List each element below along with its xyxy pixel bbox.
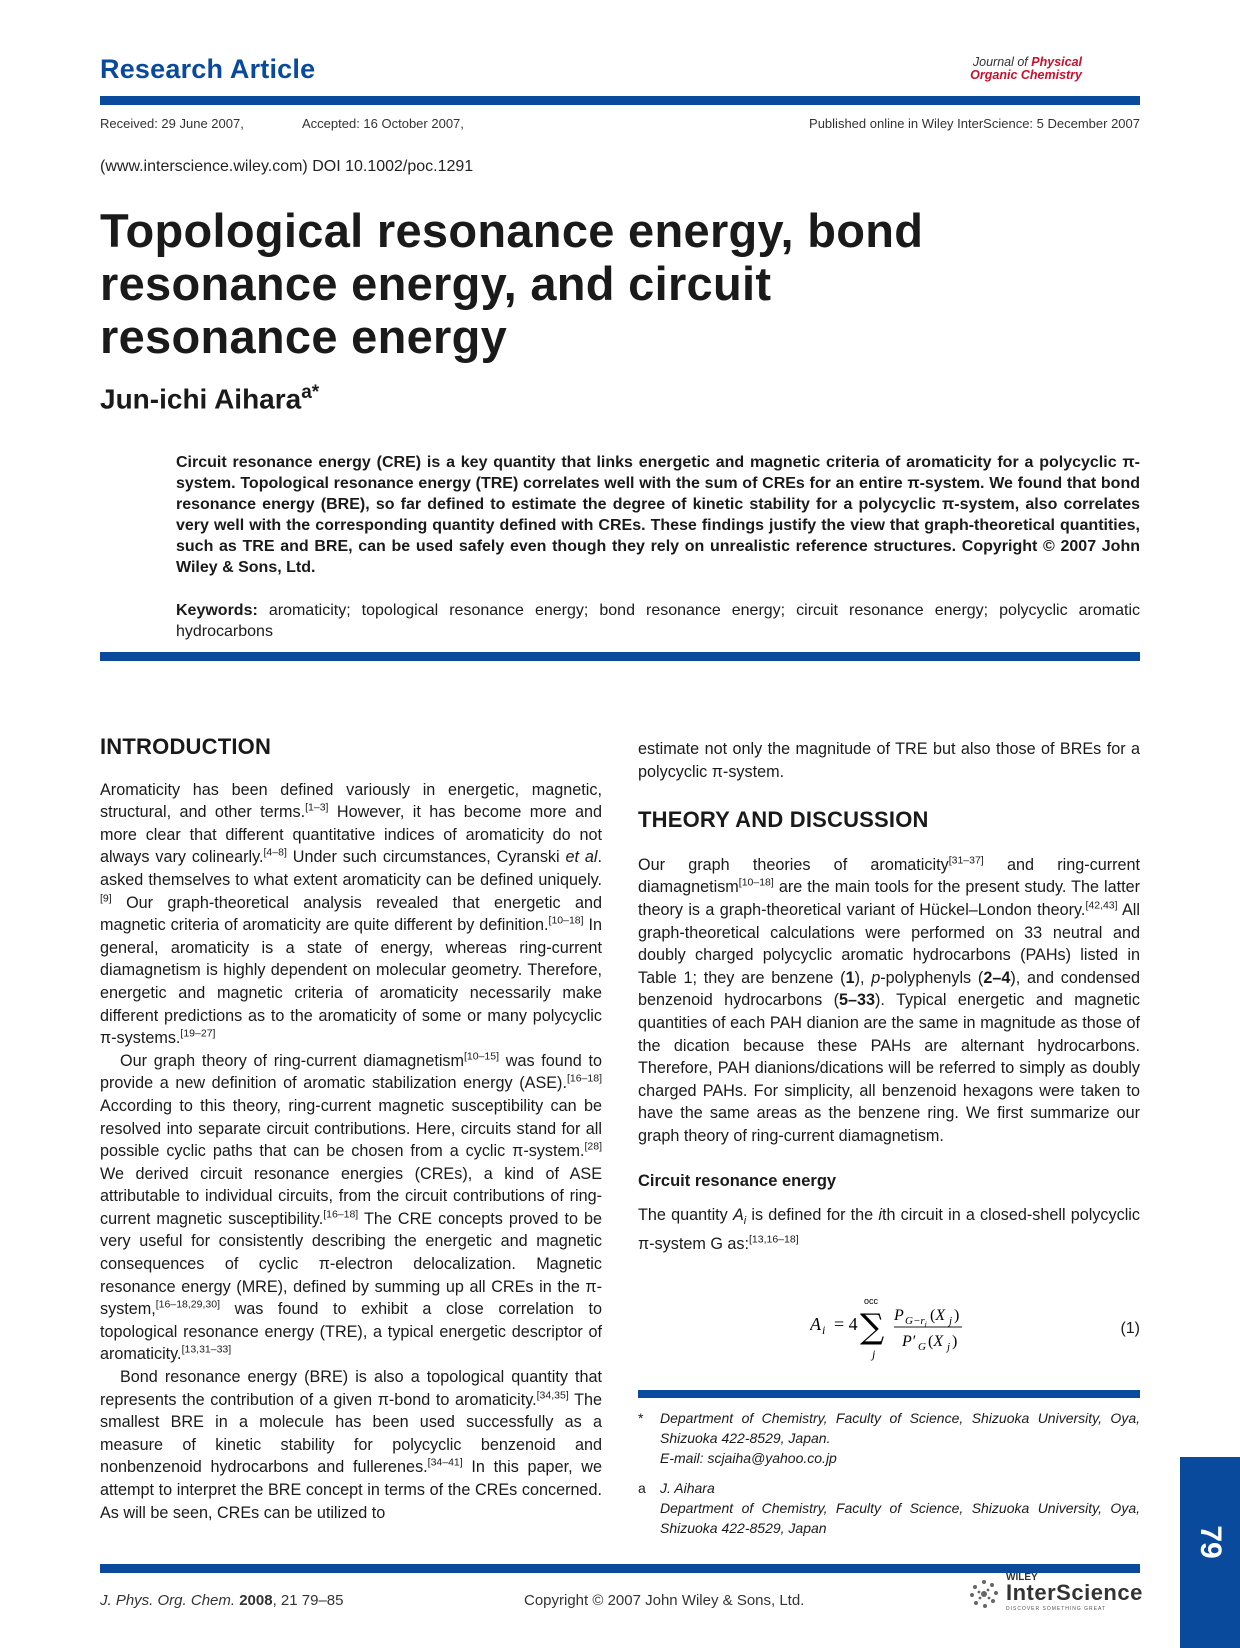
interscience-tagline: DISCOVER SOMETHING GREAT (1006, 1606, 1107, 1612)
keywords-label: Keywords: (176, 602, 258, 619)
svg-text:(X: (X (928, 1333, 944, 1350)
header-rule (100, 96, 1140, 105)
footnote-a-name: J. Aihara (660, 1480, 715, 1496)
interscience-globe-icon (966, 1576, 1002, 1612)
keywords-list: aromaticity; topological resonance energy; bond resonance energy; circuit resonance energy; polycyclic aromatic hydrocarbons (176, 602, 1141, 640)
svg-text:A: A (810, 1314, 821, 1334)
svg-text:i: i (822, 1323, 826, 1337)
svg-text:): ) (954, 1307, 960, 1324)
equation-1-formula (810, 1286, 1050, 1366)
footnote-a (660, 1478, 1140, 1538)
section-label: Research Article (100, 54, 316, 84)
footnote-email: E-mail: scjaiha@yahoo.co.jp (660, 1450, 837, 1466)
svg-text:(X: (X (930, 1307, 946, 1324)
abstract-rule (100, 652, 1140, 661)
wiley-small-label: WILEY (1006, 1572, 1038, 1583)
svg-text:P′: P′ (902, 1333, 916, 1350)
footnote-a-text: Department of Chemistry, Faculty of Science, Shizuoka University, Oya, Shizuoka 422-8529, Japan (660, 1500, 1140, 1536)
page-number: 79 (1194, 1525, 1227, 1559)
footer-citation (100, 1592, 344, 1609)
footnote-star-mark: * (638, 1410, 644, 1426)
keywords (176, 600, 1140, 642)
abstract: Circuit resonance energy (CRE) is a key quantity that links energetic and magnetic criteria of aromaticity for a polycyclic π-system. Topological resonance energy (TRE) correlates well with the sum of CREs for an entire π-system. We found that bond resonance energy (BRE), so far defined to estimate the degree of kinetic stability for a polycyclic π-system, also correlates very well with the corresponding quantity defined with CREs. These findings justify the view that graph-theoretical quantities, such as TRE and BRE, can be used safely even though they rely on unrealistic reference structures. Copyright © 2007 John Wiley & Sons, Ltd. (176, 454, 1140, 576)
intro-heading: INTRODUCTION (100, 734, 272, 759)
article-title: Topological resonance energy, bond resonance energy, and circuit resonance energy (100, 204, 924, 363)
footnote-star-text: Department of Chemistry, Faculty of Science, Shizuoka University, Oya, Shizuoka 422-8529, Japan. (660, 1410, 1140, 1446)
author-name-text: Jun-ichi Aihara (100, 383, 302, 415)
svg-text:= 4: = 4 (834, 1314, 858, 1334)
journal-logo-journal-of: Journal of (972, 55, 1028, 69)
cre-paragraph-1: The quantity $A_i$ is defined for the ith circuit in a closed-shell polycyclic π-system G as:[13,16–18] (638, 1206, 1140, 1253)
right-column-continuation: estimate not only the magnitude of TRE but also those of BREs for a polycyclic π-system. (638, 740, 1140, 781)
author-name (100, 382, 319, 415)
svg-text:G: G (918, 1341, 926, 1353)
journal-logo (970, 56, 1082, 82)
footnote-a-mark: a (638, 1480, 646, 1496)
svg-text:j: j (872, 1347, 876, 1361)
equation-1-number: (1) (1120, 1320, 1140, 1337)
footer-year: 2008 (239, 1592, 273, 1609)
left-column (100, 736, 602, 1524)
published-date: Published online in Wiley InterScience: 5 December 2007 (809, 116, 1140, 131)
footer-copyright: Copyright © 2007 John Wiley & Sons, Ltd. (524, 1592, 805, 1609)
right-column (638, 738, 1140, 1256)
footnote-rule (638, 1390, 1140, 1398)
svg-text:occ: occ (864, 1296, 879, 1306)
intro-paragraph-3: Bond resonance energy (BRE) is also a topological quantity that represents the contribution of a given π-bond to aromaticity.[34,35] The smallest BRE in a molecule has been used successfully as a measure of kinetic stability for polycyclic benzenoid and nonbenzenoid hydrocarbons and fullerenes.[34–41] In this paper, we attempt to interpret the BRE concept in terms of the CREs concerned. As will be seen, CREs can be utilized to (100, 1368, 602, 1522)
svg-text:P: P (894, 1307, 904, 1324)
footer-journal-abbrev: J. Phys. Org. Chem. (100, 1592, 236, 1609)
theory-paragraph-1: Our graph theories of aromaticity[31–37] and ring-current diamagnetism[10–18] are the main tools for the present study. The latter theory is a graph-theoretical variant of Hückel–London theory.[42,43] All graph-theoretical calculations were performed on 33 neutral and doubly charged polycyclic aromatic hydrocarbons (PAHs) listed in Table 1; they are benzene (1), p-polyphenyls (2–4), and condensed benzenoid hydrocarbons (5–33). Typical energetic and magnetic quantities of each PAH dianion are the same in magnitude as those of the dication because these PAHs are alternant hydrocarbons. Therefore, PAH dianions/dications will be referred to simply as doubly charged PAHs. For simplicity, all benzenoid hexagons were taken to have the same areas as the benzene ring. We first summarize our graph theory of ring-current diamagnetism. (638, 854, 1141, 1145)
author-affiliation-mark: a* (301, 382, 320, 403)
svg-text:j: j (947, 1341, 951, 1353)
accepted-date: Accepted: 16 October 2007, (302, 116, 464, 131)
received-date: Received: 29 June 2007, (100, 116, 244, 131)
svg-text:∑: ∑ (860, 1307, 885, 1347)
theory-heading: THEORY AND DISCUSSION (638, 807, 929, 833)
footnote-star (660, 1408, 1140, 1468)
journal-logo-physical: Physical (1031, 55, 1082, 69)
svg-text:G−ri: $G-r_i$ (905, 1315, 927, 1329)
interscience-wordmark: InterScience (1006, 1580, 1143, 1605)
cre-subheading: Circuit resonance energy (638, 1171, 837, 1190)
doi-line: (www.interscience.wiley.com) DOI 10.1002/poc.1291 (100, 158, 474, 175)
wiley-interscience-logo (966, 1572, 1143, 1614)
equation-1 (638, 1296, 1140, 1361)
intro-paragraph-2: Our graph theory of ring-current diamagnetism[10–15] was found to provide a new definition of aromatic stabilization energy (ASE).[16–18] According to this theory, ring-current magnetic susceptibility can be resolved into separate circuit contributions. Here, circuits stand for all possible cyclic paths that can be chosen from a cyclic π-system.[28] We derived circuit resonance energies (CREs), a kind of ASE attributable to individual circuits, from the circuit contributions of ring-current magnetic susceptibility.[16–18] The CRE concepts proved to be very useful for consistently describing the energetic and magnetic consequences of cyclic π-electron delocalization. Magnetic resonance energy (MRE), defined by summing up all CREs in the π-system,[16–18,29,30] was found to exhibit a close correlation to topological resonance energy (TRE), a typical energetic descriptor of aromaticity.[13,31–33] (100, 1050, 602, 1364)
svg-text:j: j (949, 1315, 953, 1327)
svg-text:): ) (952, 1333, 958, 1350)
footer-volume-pages: , 21 79–85 (272, 1592, 344, 1609)
journal-logo-organic-chemistry: Organic Chemistry (970, 68, 1082, 82)
intro-paragraph-1: Aromaticity has been defined variously in energetic, magnetic, structural, and other terms.[1–3] However, it has become more and more clear that different quantitative indices of aromaticity do not always vary colinearly.[4–8] Under such circumstances, Cyranski et al. asked themselves to what extent aromaticity can be defined uniquely.[9] Our graph-theoretical analysis revealed that energetic and magnetic criteria of aromaticity are quite different by definition.[10–18] In general, aromaticity is a state of energy, whereas ring-current diamagnetism is highly dependent on molecular geometry. Therefore, energetic and magnetic criteria of aromaticity necessarily make different predictions as to the aromaticity of some or many polycyclic π-systems.[19–27] (100, 780, 603, 1048)
